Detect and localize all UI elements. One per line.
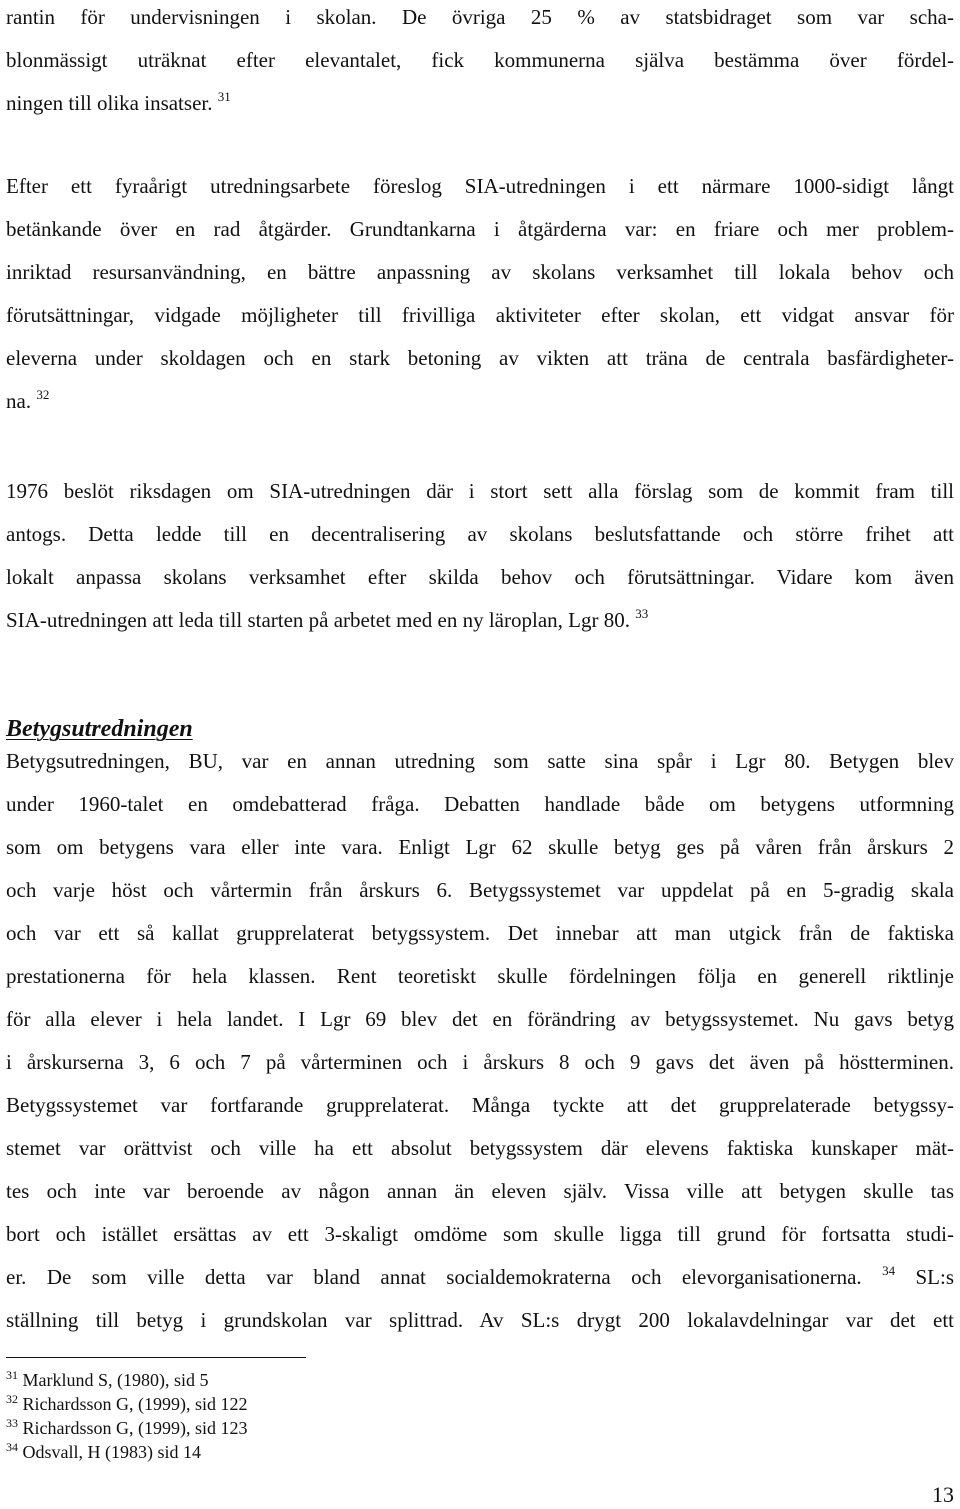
footnote-text: Richardsson G, (1999), sid 123 [22, 1418, 248, 1438]
footnote-number: 32 [6, 1392, 18, 1406]
text-line: i årskurserna 3, 6 och 7 på vårterminen och i årskurs 8 och 9 gavs det även på höstterminen. [6, 1050, 954, 1074]
footnote-ref: 33 [635, 606, 649, 621]
footnote-ref: 34 [882, 1263, 896, 1278]
text-line: Efter ett fyraårigt utredningsarbete föreslog SIA-utredningen i ett närmare 1000-sidigt långt [6, 174, 954, 198]
text-line: inriktad resursanvändning, en bättre anpassning av skolans verksamhet till lokala behov och [6, 260, 954, 284]
text-line [6, 388, 954, 414]
footnote-number: 34 [6, 1440, 18, 1454]
text-line: Betygsutredningen, BU, var en annan utredning som satte sina spår i Lgr 80. Betygen blev [6, 749, 954, 773]
line-text: na. [6, 389, 32, 413]
text-line [6, 1264, 954, 1290]
footnote-ref: 31 [217, 89, 231, 104]
text-line: under 1960-talet en omdebatterad fråga. Debatten handlade både om betygens utformning [6, 792, 954, 816]
text-line: betänkande över en rad åtgärder. Grundtankarna i åtgärderna var: en friare och mer problem- [6, 217, 954, 241]
line-text: er. De som ville detta var bland annat socialdemokraterna och elevorganisationerna. [6, 1265, 862, 1289]
text-line: tes och inte var beroende av någon annan än eleven själv. Vissa ville att betygen skulle tas [6, 1179, 954, 1203]
text-line [6, 607, 954, 633]
text-line: eleverna under skoldagen och en stark betoning av vikten att träna de centrala basfärdigheter- [6, 346, 954, 370]
text-line: antogs. Detta ledde till en decentralisering av skolans beslutsfattande och större frihet att [6, 522, 954, 546]
section-heading: Betygsutredningen [6, 716, 193, 742]
footnote-separator [6, 1357, 306, 1358]
footnote-text: Odsvall, H (1983) sid 14 [22, 1442, 201, 1462]
text-line: blonmässigt uträknat efter elevantalet, fick kommunerna själva bestämma över fördel- [6, 48, 954, 72]
text-line [6, 90, 954, 116]
footnote [6, 1393, 247, 1415]
text-line: förutsättningar, vidgade möjligheter till frivilliga aktiviteter efter skolan, ett vidgat ansvar för [6, 303, 954, 327]
text-line: bort och istället ersättas av ett 3-skaligt omdöme som skulle ligga till grund för fortsatta studi- [6, 1222, 954, 1246]
footnote-ref: 32 [36, 387, 50, 402]
footnote-text: Richardsson G, (1999), sid 122 [22, 1394, 248, 1414]
footnote-number: 31 [6, 1368, 18, 1382]
text-line: lokalt anpassa skolans verksamhet efter skilda behov och förutsättningar. Vidare kom även [6, 565, 954, 589]
footnote-text: Marklund S, (1980), sid 5 [22, 1370, 209, 1390]
text-line: ställning till betyg i grundskolan var splittrad. Av SL:s drygt 200 lokalavdelningar var det ett [6, 1308, 954, 1332]
text-line: stemet var orättvist och ville ha ett absolut betygssystem där elevens faktiska kunskaper mät- [6, 1136, 954, 1160]
text-line: 1976 beslöt riksdagen om SIA-utredningen där i stort sett alla förslag som de kommit fram till [6, 479, 954, 503]
page-number: 13 [932, 1482, 954, 1507]
text-line: och var ett så kallat grupprelaterat betygssystem. Det innebar att man utgick från de faktiska [6, 921, 954, 945]
text-line: för alla elever i hela landet. I Lgr 69 blev det en förändring av betygssystemet. Nu gavs betyg [6, 1007, 954, 1031]
footnote-number: 33 [6, 1416, 18, 1430]
text-line: och varje höst och vårtermin från årskurs 6. Betygssystemet var uppdelat på en 5-gradig skala [6, 878, 954, 902]
line-text: SIA-utredningen att leda till starten på arbetet med en ny läroplan, Lgr 80. [6, 608, 630, 632]
footnote [6, 1417, 247, 1439]
line-text: ningen till olika insatser. [6, 91, 213, 115]
footnote [6, 1441, 201, 1463]
text-line: Betygssystemet var fortfarande grupprelaterat. Många tyckte att det grupprelaterade betygssy- [6, 1093, 954, 1117]
text-line: prestationerna för hela klassen. Rent teoretiskt skulle fördelningen följa en generell riktlinje [6, 964, 954, 988]
text-line: rantin för undervisningen i skolan. De övriga 25 % av statsbidraget som var scha- [6, 5, 954, 29]
text-line: som om betygens vara eller inte vara. Enligt Lgr 62 skulle betyg ges på våren från årskurs 2 [6, 835, 954, 859]
line-text: SL:s [915, 1265, 955, 1289]
footnote [6, 1369, 209, 1391]
